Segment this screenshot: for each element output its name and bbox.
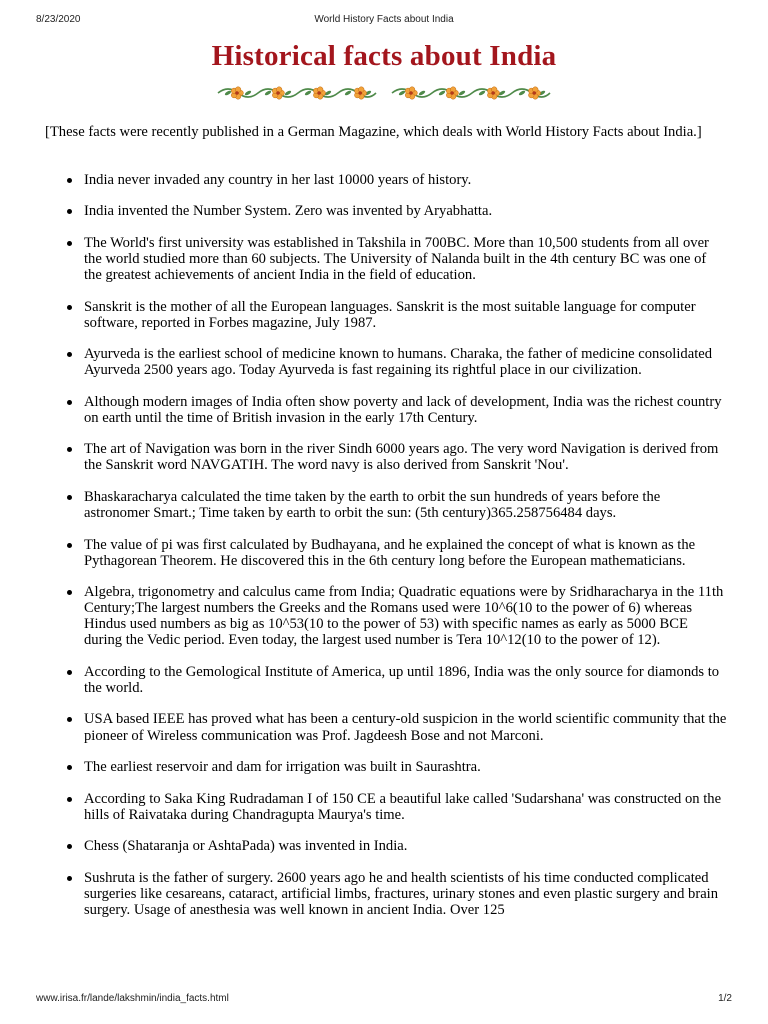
fact-item xyxy=(84,791,727,823)
fact-item xyxy=(84,346,727,378)
fact-text: India never invaded any country in her last 10000 years of history. xyxy=(84,172,472,188)
bullet-icon xyxy=(67,400,72,405)
fact-text: Chess (Shataranja or AshtaPada) was invented in India. xyxy=(84,838,408,855)
fact-text: According to the Gemological Institute of America, up until 1896, India was the only source for diamonds to the world. xyxy=(84,663,720,696)
print-date: 8/23/2020 xyxy=(36,14,81,25)
fact-text: The World's first university was established in Takshila in 700BC. More than 10,500 students from all over the world studied more than 60 subjects. The University of Nalanda built in the 4th century BC was one of the greatest achievements of ancient India in the field of education. xyxy=(84,234,709,284)
fact-text: The art of Navigation was born in the river Sindh 6000 years ago. The very word Navigation is derived from the Sanskrit word NAVGATIH. The word navy is also derived from Sanskrit 'Nou'. xyxy=(84,441,719,474)
fact-item xyxy=(84,441,727,473)
fact-item xyxy=(84,537,727,569)
fact-item xyxy=(84,299,727,331)
page-title: Historical facts about India xyxy=(211,40,557,72)
bullet-icon xyxy=(67,876,72,881)
fact-text: Sushruta is the father of surgery. 2600 years ago he and health scientists of his time conducted complicated surgeries like cesareans, cataract, artificial limbs, fractures, urinary stones and even plastic surgery and brain surgery. Usage of anesthesia was well known in ancient India. Over 125 xyxy=(84,869,719,918)
intro-text: [These facts were recently published in a German Magazine, which deals with World History Facts about India.] xyxy=(45,124,702,140)
fact-item xyxy=(84,394,727,426)
bullet-icon xyxy=(67,765,72,770)
bullet-icon xyxy=(67,209,72,214)
bullet-icon xyxy=(67,495,72,500)
print-footer xyxy=(36,993,732,1007)
bullet-icon xyxy=(67,305,72,310)
fact-text: The value of pi was first calculated by Budhayana, and he explained the concept of what is known as the Pythagorean Theorem. He discovered this in the 6th century long before the European mathematicians. xyxy=(84,536,696,569)
fact-item xyxy=(84,584,727,648)
floral-divider xyxy=(0,81,768,105)
floral-vine-divider-icon xyxy=(216,81,552,105)
bullet-icon xyxy=(67,590,72,595)
fact-text: Bhaskaracharya calculated the time taken by the earth to orbit the sun hundreds of years before the astronomer Smart.; Time taken by earth to orbit the sun: (5th century)365.258756484 days. xyxy=(84,488,661,522)
fact-item xyxy=(84,203,727,219)
bullet-icon xyxy=(67,352,72,357)
fact-text: USA based IEEE has proved what has been a century-old suspicion in the world scientific community that the pioneer of Wireless communication was Prof. Jagdeesh Bose and not Marconi. xyxy=(84,711,727,744)
fact-text: Algebra, trigonometry and calculus came from India; Quadratic equations were by Sridharacharya in the 11th Century;The largest numbers the Greeks and the Romans used were 10^6(10 to the power of 6) whereas Hindus used numbers as big as 10^53(10 to the power of 53) with specific names as early as 5000 BCE during the Vedic period. Even today, the largest used number is Tera 10^12(10 to the power of 12). xyxy=(84,584,724,649)
fact-text: According to Saka King Rudradaman I of 150 CE a beautiful lake called 'Sudarshana' was constructed on the hills of Raivataka during Chandragupta Maurya's time. xyxy=(84,790,722,823)
bullet-icon xyxy=(67,797,72,802)
bullet-icon xyxy=(67,178,72,183)
fact-text: Sanskrit is the mother of all the European languages. Sanskrit is the most suitable language for computer software, reported in Forbes magazine, July 1987. xyxy=(84,298,696,331)
fact-item xyxy=(84,838,727,854)
fact-item xyxy=(84,870,727,918)
bullet-icon xyxy=(67,241,72,246)
fact-item xyxy=(84,172,727,188)
bullet-icon xyxy=(67,844,72,849)
fact-item xyxy=(84,664,727,696)
bullet-icon xyxy=(67,543,72,548)
print-page-number: 1/2 xyxy=(718,993,732,1004)
bullet-icon xyxy=(67,717,72,722)
fact-item xyxy=(84,711,727,743)
print-header xyxy=(36,14,732,28)
fact-item xyxy=(84,489,727,521)
print-page-title: World History Facts about India xyxy=(314,14,454,25)
bullet-icon xyxy=(67,670,72,675)
fact-text: The earliest reservoir and dam for irrigation was built in Saurashtra. xyxy=(84,759,481,776)
fact-item xyxy=(84,759,727,775)
fact-text: Ayurveda is the earliest school of medicine known to humans. Charaka, the father of medicine consolidated Ayurveda 2500 years ago. Today Ayurveda is fast regaining its rightful place in our civilization. xyxy=(84,346,713,379)
bullet-icon xyxy=(67,447,72,452)
fact-item xyxy=(84,235,727,283)
facts-list xyxy=(45,172,727,933)
fact-text: India invented the Number System. Zero was invented by Aryabhatta. xyxy=(84,203,493,220)
print-url: www.irisa.fr/lande/lakshmin/india_facts.html xyxy=(36,993,229,1004)
fact-text: Although modern images of India often show poverty and lack of development, India was the richest country on earth until the time of British invasion in the early 17th Century. xyxy=(84,393,722,426)
